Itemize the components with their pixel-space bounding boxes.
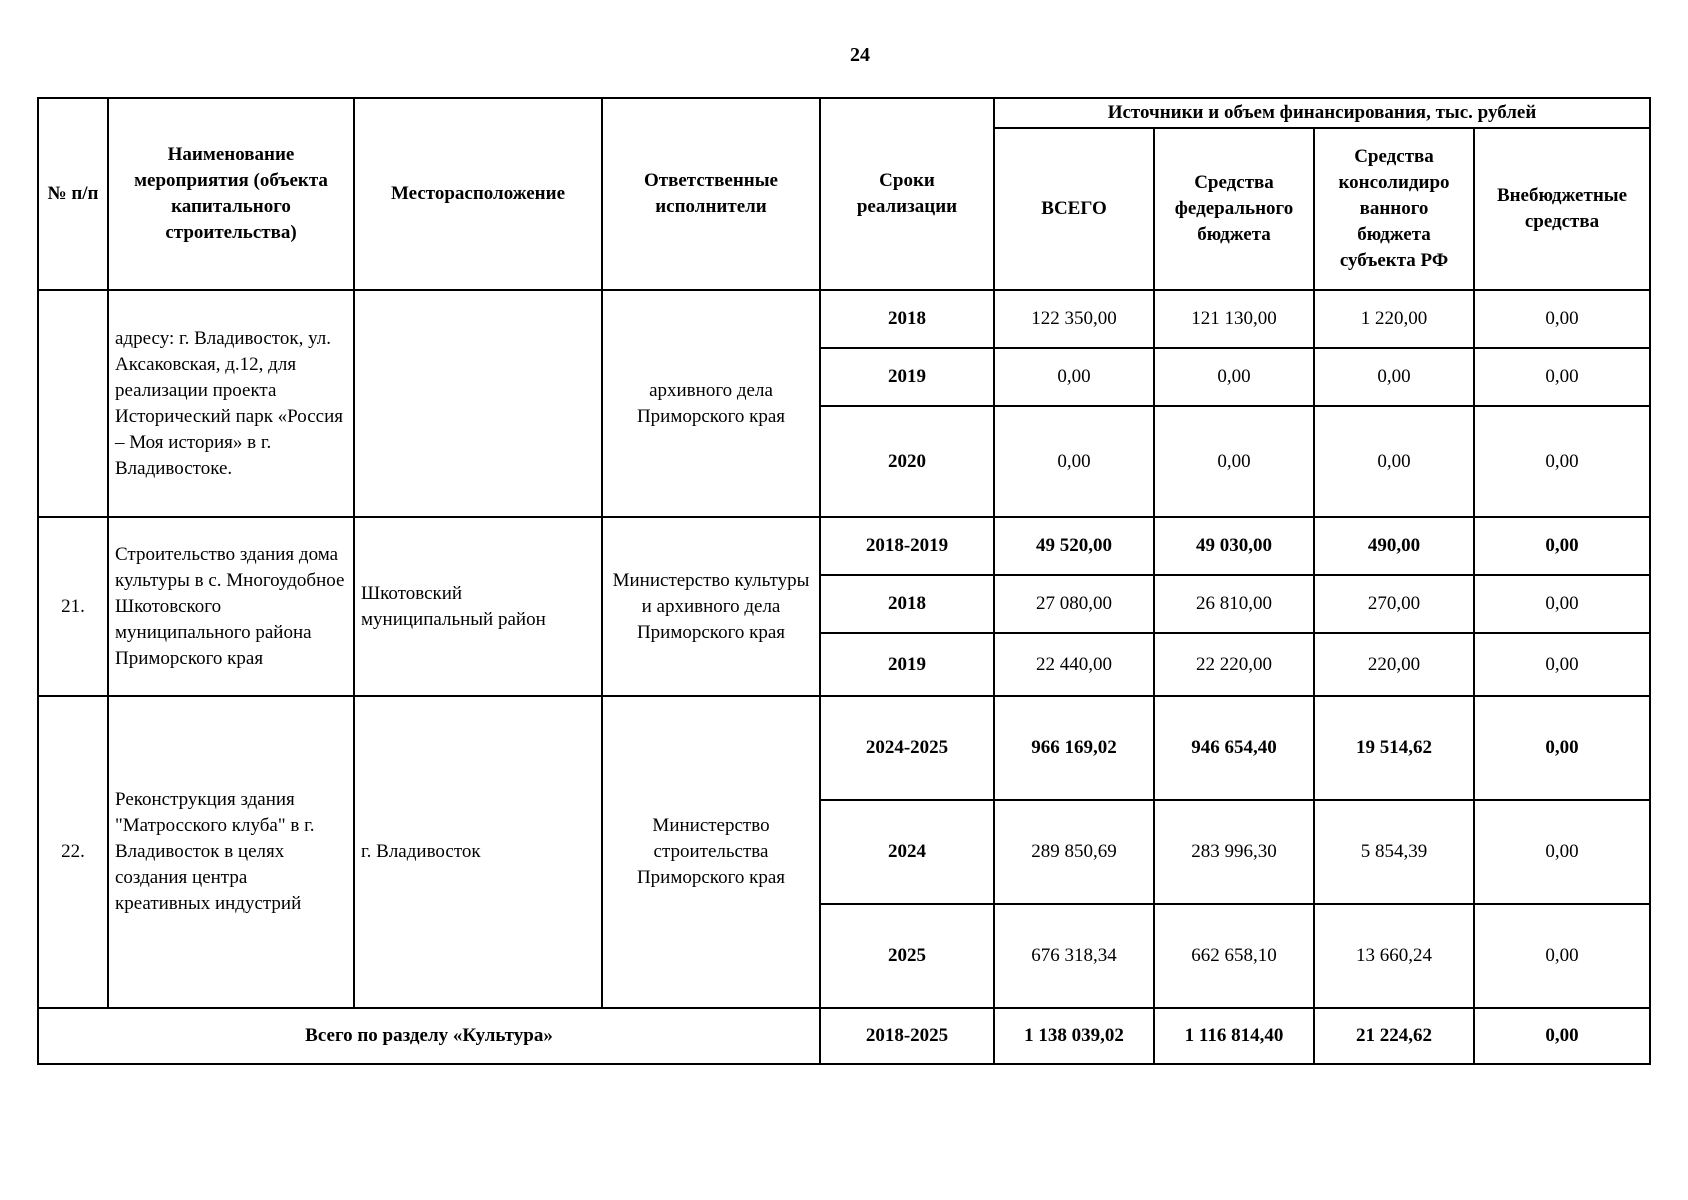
consolidated-cell: 270,00 — [1314, 575, 1474, 633]
total-cell: 966 169,02 — [994, 696, 1154, 800]
item22-responsible: Министерство строительства Приморского края — [602, 696, 820, 1008]
total-cell: 22 440,00 — [994, 633, 1154, 696]
offbudget-cell: 0,00 — [1474, 575, 1650, 633]
table-row — [38, 696, 1650, 800]
item22-location: г. Владивосток — [354, 696, 602, 1008]
period-cell: 2019 — [820, 348, 994, 406]
offbudget-cell: 0,00 — [1474, 290, 1650, 348]
header-period: Сроки реализации — [820, 98, 994, 290]
item21-responsible: Министерство культуры и архивного дела Приморского края — [602, 517, 820, 696]
cont-location — [354, 290, 602, 517]
total-cell: 122 350,00 — [994, 290, 1154, 348]
header-name: Наименование мероприятия (объекта капитального строительства) — [108, 98, 354, 290]
offbudget-cell: 0,00 — [1474, 517, 1650, 575]
period-cell: 2024-2025 — [820, 696, 994, 800]
offbudget-cell: 0,00 — [1474, 800, 1650, 904]
header-responsible: Ответственные исполнители — [602, 98, 820, 290]
page-number: 24 — [850, 44, 870, 66]
header-num: № п/п — [38, 98, 108, 290]
total-cell: 676 318,34 — [994, 904, 1154, 1008]
table-row — [38, 517, 1650, 575]
item21-num: 21. — [38, 517, 108, 696]
cont-num — [38, 290, 108, 517]
item21-location: Шкотовский муниципальный район — [354, 517, 602, 696]
offbudget-cell: 0,00 — [1474, 633, 1650, 696]
federal-cell: 26 810,00 — [1154, 575, 1314, 633]
item22-name: Реконструкция здания "Матросского клуба" в г. Владивосток в целях создания центра креативных индустрий — [108, 696, 354, 1008]
federal-cell: 946 654,40 — [1154, 696, 1314, 800]
offbudget-cell: 0,00 — [1474, 696, 1650, 800]
consolidated-cell: 5 854,39 — [1314, 800, 1474, 904]
total-cell: 27 080,00 — [994, 575, 1154, 633]
period-cell: 2020 — [820, 406, 994, 517]
consolidated-cell: 490,00 — [1314, 517, 1474, 575]
item22-num: 22. — [38, 696, 108, 1008]
offbudget-cell: 0,00 — [1474, 406, 1650, 517]
table-row — [38, 290, 1650, 348]
federal-cell: 22 220,00 — [1154, 633, 1314, 696]
period-cell: 2018 — [820, 575, 994, 633]
section-total-label: Всего по разделу «Культура» — [38, 1008, 820, 1064]
consolidated-cell: 1 220,00 — [1314, 290, 1474, 348]
offbudget-cell: 0,00 — [1474, 348, 1650, 406]
period-cell: 2019 — [820, 633, 994, 696]
total-cell: 0,00 — [994, 406, 1154, 517]
header-funding-group: Источники и объем финансирования, тыс. рублей — [994, 98, 1650, 128]
period-cell: 2024 — [820, 800, 994, 904]
total-cell: 0,00 — [994, 348, 1154, 406]
consolidated-cell: 21 224,62 — [1314, 1008, 1474, 1064]
cont-responsible: архивного дела Приморского края — [602, 290, 820, 517]
header-offbudget: Внебюджетные средства — [1474, 128, 1650, 290]
section-total-row — [38, 1008, 1650, 1064]
federal-cell: 0,00 — [1154, 406, 1314, 517]
federal-cell: 49 030,00 — [1154, 517, 1314, 575]
consolidated-cell: 220,00 — [1314, 633, 1474, 696]
offbudget-cell: 0,00 — [1474, 1008, 1650, 1064]
total-cell: 49 520,00 — [994, 517, 1154, 575]
federal-cell: 0,00 — [1154, 348, 1314, 406]
header-total: ВСЕГО — [994, 128, 1154, 290]
federal-cell: 1 116 814,40 — [1154, 1008, 1314, 1064]
federal-cell: 283 996,30 — [1154, 800, 1314, 904]
total-cell: 1 138 039,02 — [994, 1008, 1154, 1064]
cont-name: адресу: г. Владивосток, ул. Аксаковская, д.12, для реализации проекта Исторический парк «Россия – Моя история» в г. Владивостоке. — [108, 290, 354, 517]
federal-cell: 662 658,10 — [1154, 904, 1314, 1008]
consolidated-cell: 0,00 — [1314, 348, 1474, 406]
consolidated-cell: 13 660,24 — [1314, 904, 1474, 1008]
budget-table — [37, 97, 1651, 1065]
period-cell: 2025 — [820, 904, 994, 1008]
offbudget-cell: 0,00 — [1474, 904, 1650, 1008]
header-consolidated: Средства консолидиро ванного бюджета субъекта РФ — [1314, 128, 1474, 290]
federal-cell: 121 130,00 — [1154, 290, 1314, 348]
period-cell: 2018-2025 — [820, 1008, 994, 1064]
period-cell: 2018 — [820, 290, 994, 348]
item21-name: Строительство здания дома культуры в с. Многоудобное Шкотовского муниципального района Приморского края — [108, 517, 354, 696]
consolidated-cell: 19 514,62 — [1314, 696, 1474, 800]
header-row — [38, 98, 1650, 128]
consolidated-cell: 0,00 — [1314, 406, 1474, 517]
header-location: Месторасположение — [354, 98, 602, 290]
total-cell: 289 850,69 — [994, 800, 1154, 904]
header-federal: Средства федерального бюджета — [1154, 128, 1314, 290]
period-cell: 2018-2019 — [820, 517, 994, 575]
